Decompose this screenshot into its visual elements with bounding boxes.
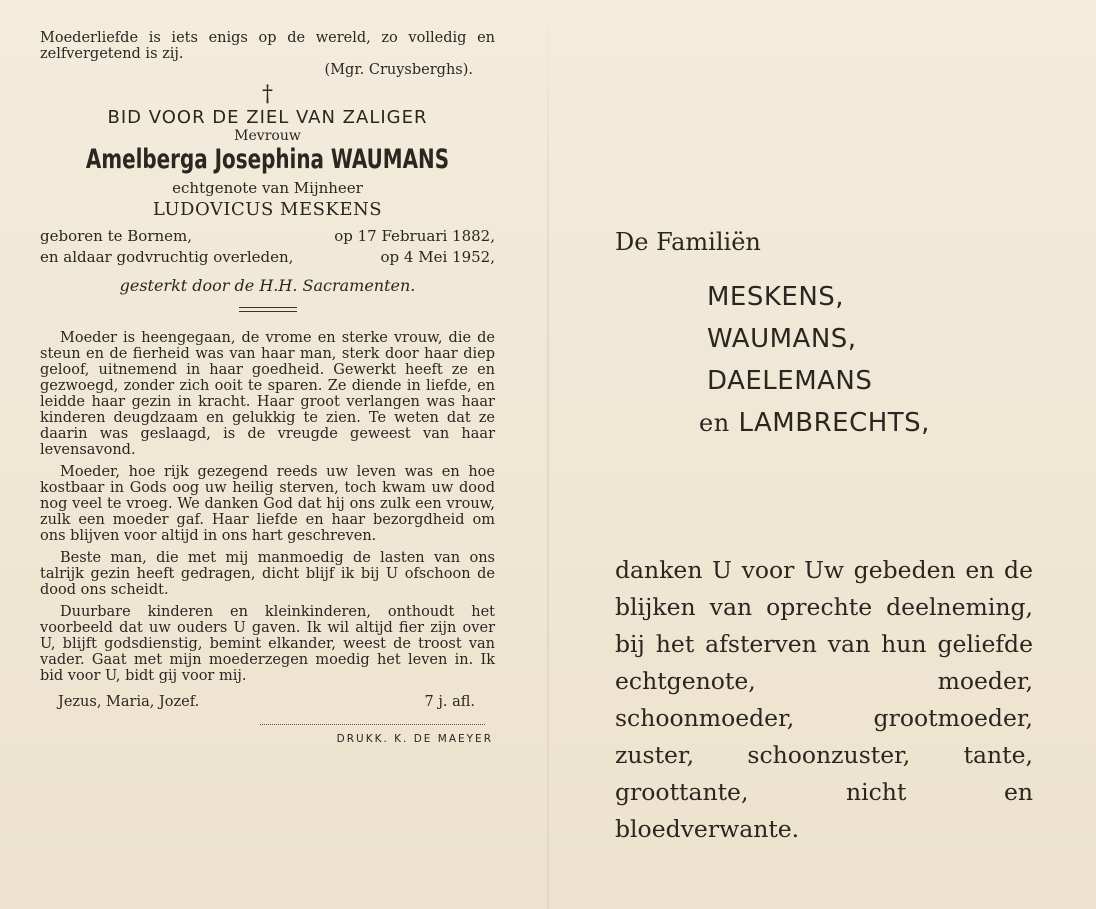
cross-icon: † — [262, 82, 273, 107]
families-intro: De Familiën — [615, 228, 761, 256]
quote-text: Moederliefde is iets enigs op de wereld, zo volledig en zelfvergetend is zij. — [40, 30, 495, 62]
deceased-name: Amelberga Josephina WAUMANS — [85, 144, 450, 175]
birth-row — [40, 226, 495, 247]
spouse-name: LUDOVICUS MESKENS — [152, 199, 383, 220]
closing-row — [40, 694, 495, 710]
thanks-text: danken U voor Uw gebeden en de blijken van oprechte deelneming, bij het afsterven van hun geliefde echtgenote, moeder, schoonmoeder, grootmoeder, zuster, schoonzuster, tante, groottante, nicht en bloedverwante. — [615, 556, 1033, 843]
family-name-last — [699, 402, 1035, 444]
family-name: MESKENS, — [707, 282, 845, 312]
left-panel — [40, 30, 495, 747]
paragraph-1: Moeder is heengegaan, de vrome en sterke vrouw, die de steun en de fierheid was van haar man, sterk door haar diep geloof, uitnemend in haar goedheid. Gewerkt heeft ze en gezwoegd, zonder zich ooit te sparen. Ze diende in liefde, en leidde haar gezin in kracht. Haar groot verlangen was haar kinderen deugdzaam en gelukkig te zien. Te weten dat ze daarin was geslaagd, is de vreugde geweest van haar levensavond. — [40, 330, 495, 458]
families-list — [615, 276, 1035, 444]
family-name: LAMBRECHTS, — [738, 408, 930, 438]
closing-prayer: Jezus, Maria, Jozef. — [58, 694, 200, 710]
dotted-divider — [260, 724, 485, 725]
family-conjunction: en — [699, 409, 730, 437]
spouse-intro: echtgenote van Mijnheer — [172, 179, 363, 197]
paragraph-3: Beste man, die met mij manmoedig de lasten van ons talrijk gezin heeft gedragen, dicht blijf ik bij U ofschoon de dood ons scheidt. — [40, 550, 495, 598]
death-row — [40, 247, 495, 268]
divider-ornament — [40, 300, 495, 316]
family-name: DAELEMANS — [707, 366, 873, 396]
prayer-heading: BID VOOR DE ZIEL VAN ZALIGER — [107, 107, 428, 128]
death-date: op 4 Mei 1952, — [380, 248, 495, 266]
card-fold — [547, 0, 549, 909]
title-mevrouw: Mevrouw — [234, 128, 301, 144]
life-dates — [40, 226, 495, 268]
sacraments-line: gesterkt door de H.H. Sacramenten. — [119, 276, 416, 295]
right-panel — [615, 228, 1035, 444]
birth-date: op 17 Februari 1882, — [334, 227, 495, 245]
paragraph-4: Duurbare kinderen en kleinkinderen, onthoudt het voorbeeld dat uw ouders U gaven. Ik wil altijd fier zijn over U, blijft godsdienstig, bemint elkander, weest de troost van vader. Gaat met mijn moederzegen moedig het leven in. Ik bid voor U, bidt gij voor mij. — [40, 604, 495, 684]
indulgence-note: 7 j. afl. — [424, 694, 475, 710]
printer-credit: DRUKK. K. DE MAEYER — [336, 733, 493, 745]
family-name: WAUMANS, — [707, 324, 857, 354]
death-place: en aldaar godvruchtig overleden, — [40, 248, 294, 266]
paragraph-2: Moeder, hoe rijk gezegend reeds uw leven was en hoe kostbaar in Gods oog uw heilig sterven, toch kwam uw dood nog veel te vroeg. We danken God dat hij ons zulk een vrouw, zulk een moeder gaf. Haar liefde en haar bezorgdheid om ons blijven voor altijd in ons hart geschreven. — [40, 464, 495, 544]
quote-attribution: (Mgr. Cruysberghs). — [324, 62, 473, 78]
birth-place: geboren te Bornem, — [40, 227, 193, 245]
